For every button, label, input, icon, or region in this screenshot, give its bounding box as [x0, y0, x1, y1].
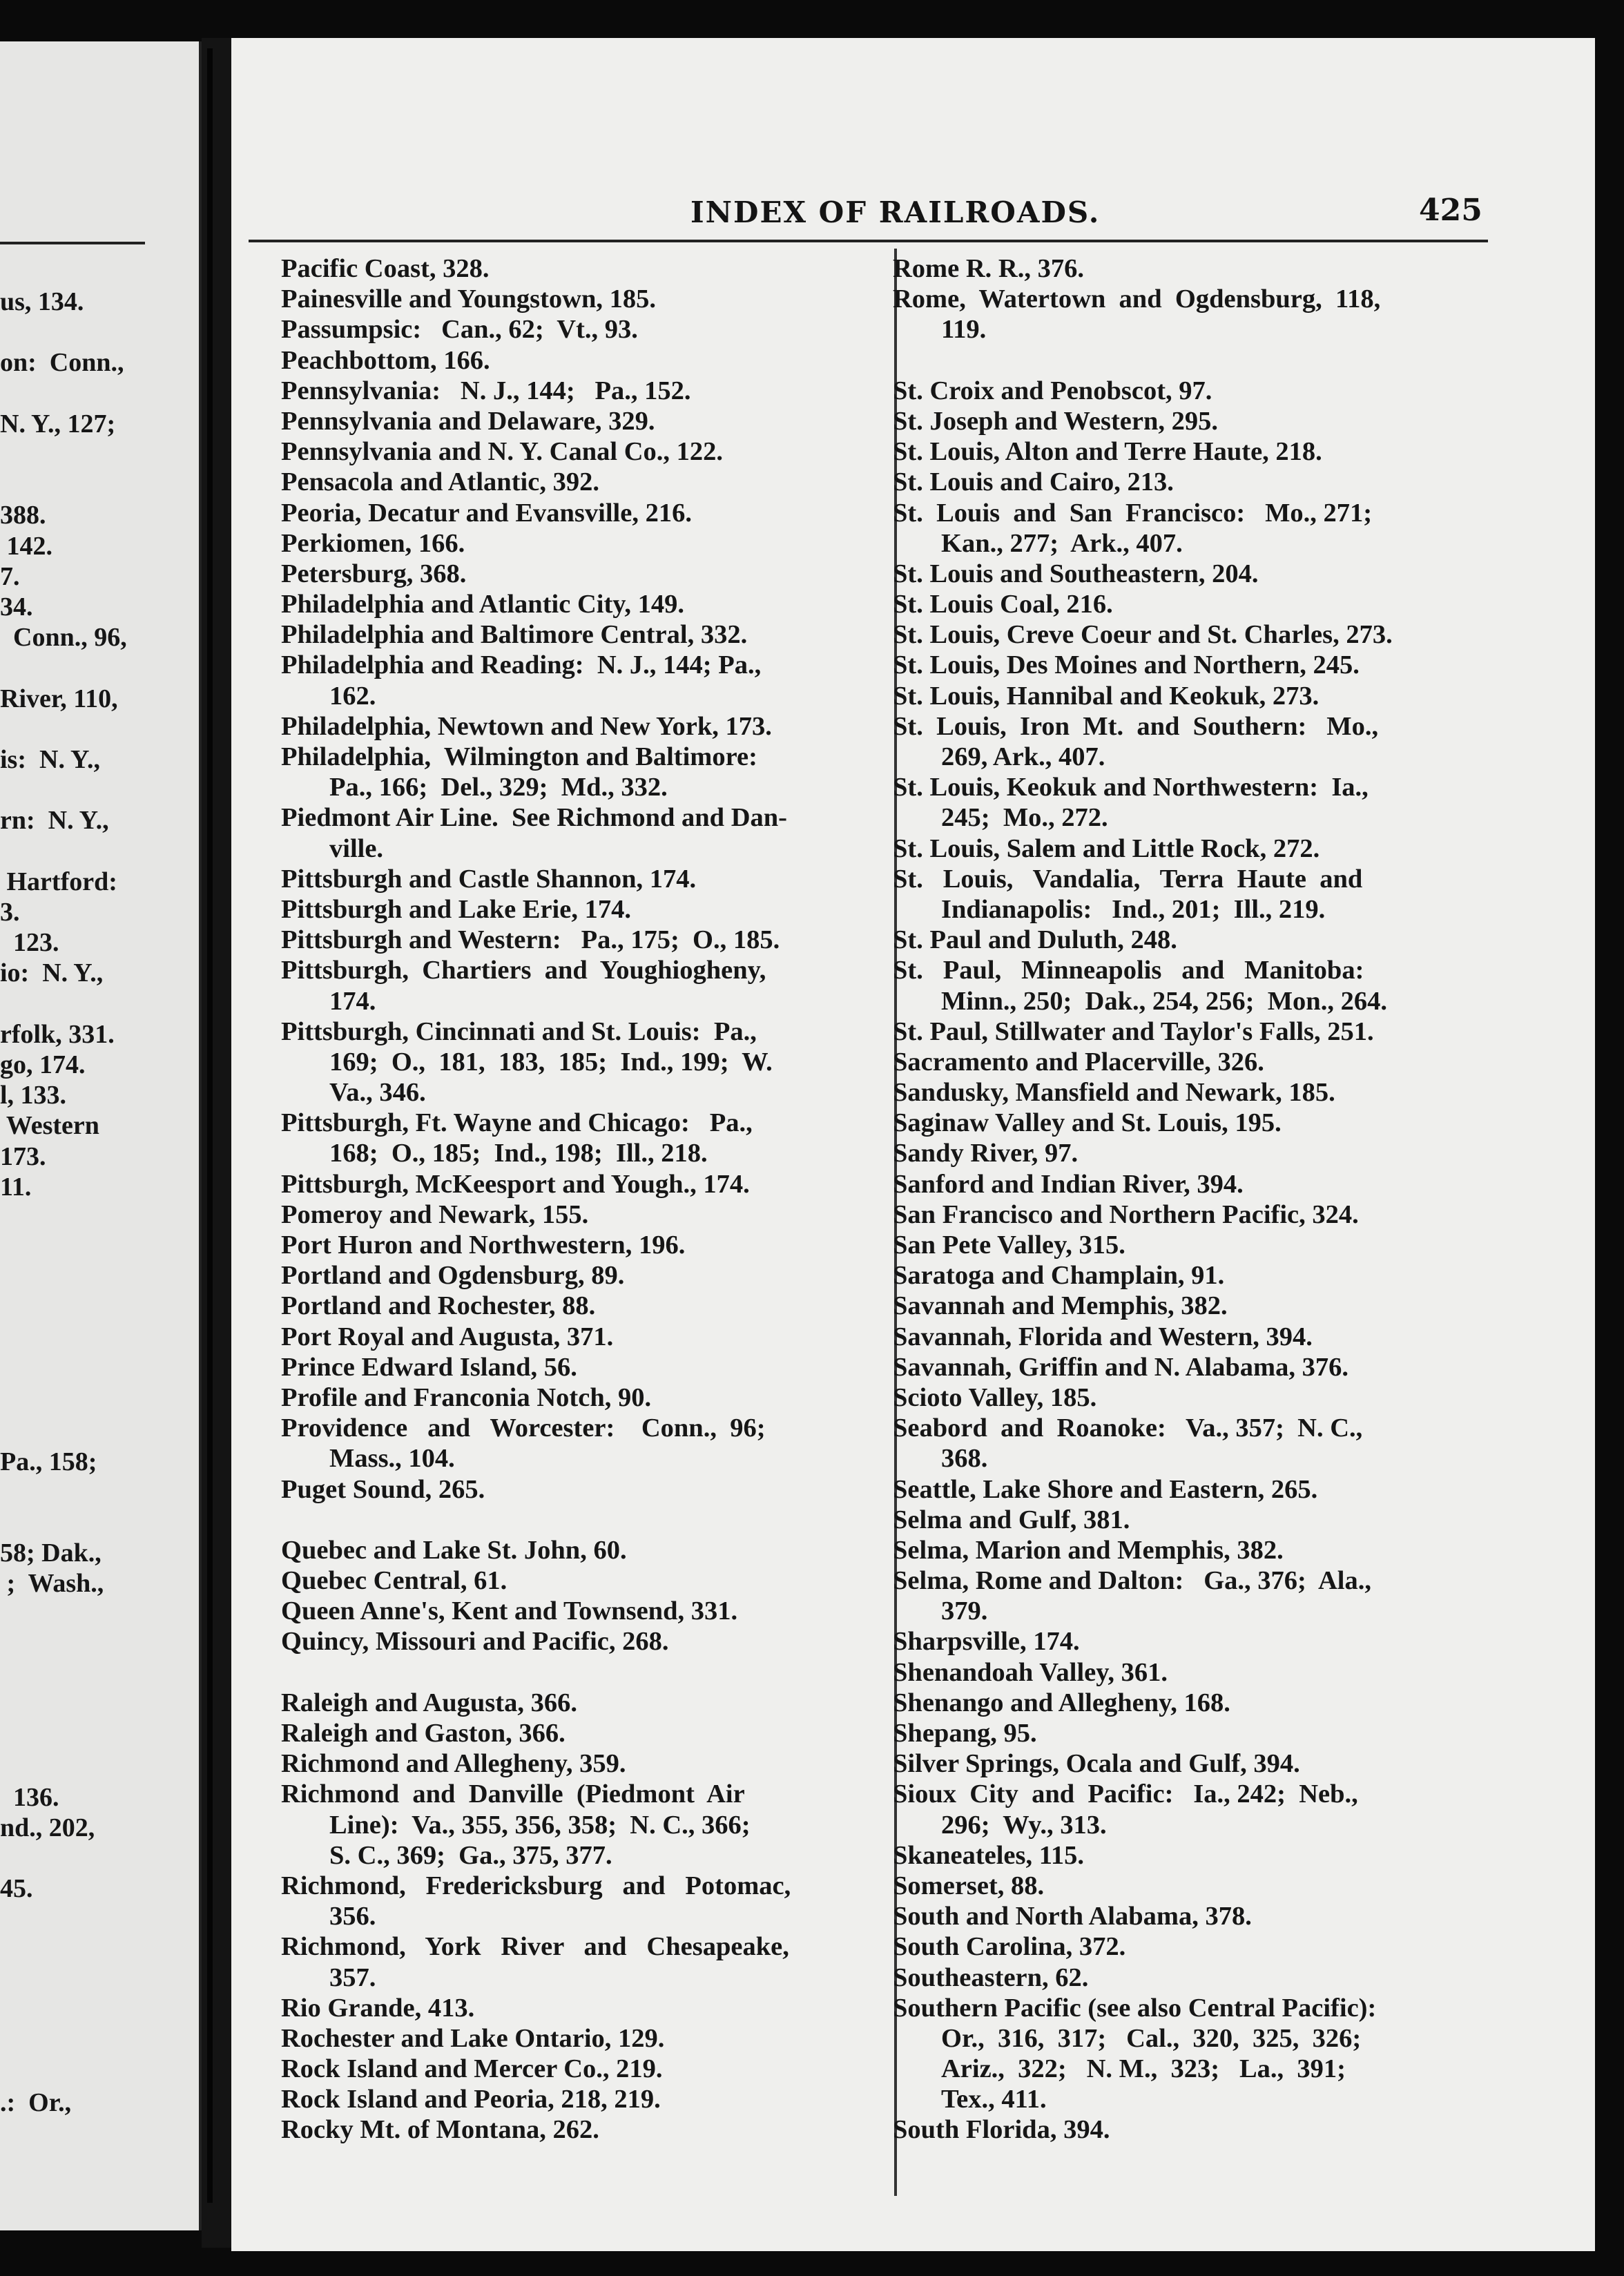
- index-entry: Pittsburgh and Western: Pa., 175; O., 185.: [281, 925, 780, 955]
- index-entry: Pennsylvania and Delaware, 329.: [281, 406, 655, 436]
- index-entry: Rome R. R., 376.: [893, 254, 1084, 283]
- facing-page-rule: [0, 242, 145, 244]
- index-entry-continuation: Pa., 166; Del., 329; Md., 332.: [329, 773, 668, 802]
- index-entry: Sandy River, 97.: [893, 1139, 1079, 1168]
- index-entry-continuation: 174.: [329, 986, 376, 1016]
- index-entry-continuation: Minn., 250; Dak., 254, 256; Mon., 264.: [941, 986, 1387, 1016]
- page-title: INDEX OF RAILROADS.: [690, 195, 1101, 229]
- facing-page-line: Western: [0, 1111, 99, 1141]
- index-entry: Pittsburgh, Chartiers and Youghiogheny,: [281, 956, 766, 985]
- index-entry-continuation: Kan., 277; Ark., 407.: [941, 528, 1183, 558]
- index-entry-continuation: Indianapolis: Ind., 201; Ill., 219.: [941, 894, 1326, 924]
- index-entry: St. Paul, Minneapolis and Manitoba:: [893, 956, 1364, 985]
- facing-page-line: ; Wash.,: [0, 1569, 104, 1599]
- index-entry: Pensacola and Atlantic, 392.: [281, 467, 599, 497]
- facing-page-line: 3.: [0, 898, 20, 927]
- index-entry: Selma and Gulf, 381.: [893, 1505, 1130, 1534]
- index-entry-continuation: Or., 316, 317; Cal., 320, 325, 326;: [941, 2023, 1362, 2053]
- index-entry: Puget Sound, 265.: [281, 1474, 485, 1504]
- index-entry: Sioux City and Pacific: Ia., 242; Neb.,: [893, 1780, 1358, 1809]
- facing-page-line: 7.: [0, 561, 20, 591]
- index-entry: Savannah, Florida and Western, 394.: [893, 1322, 1313, 1351]
- index-entry: St. Louis, Keokuk and Northwestern: Ia.,: [893, 773, 1369, 802]
- index-entry: Perkiomen, 166.: [281, 528, 465, 558]
- index-entry: Rio Grande, 413.: [281, 1993, 475, 2023]
- index-entry: Richmond and Danville (Piedmont Air: [281, 1780, 745, 1809]
- index-entry-continuation: 119.: [941, 315, 987, 345]
- index-entry: Pittsburgh, Ft. Wayne and Chicago: Pa.,: [281, 1108, 753, 1138]
- section-gap: [893, 345, 1487, 376]
- index-entry: Seabord and Roanoke: Va., 357; N. C.,: [893, 1414, 1363, 1443]
- index-entry-continuation: 269, Ark., 407.: [941, 742, 1105, 771]
- index-entry-continuation: 169; O., 181, 183, 185; Ind., 199; W.: [329, 1047, 773, 1077]
- index-entry-continuation: 162.: [329, 681, 376, 711]
- index-entry: St. Louis and Cairo, 213.: [893, 467, 1174, 497]
- index-entry: Raleigh and Augusta, 366.: [281, 1688, 577, 1717]
- index-entry-continuation: ville.: [329, 833, 384, 863]
- index-entry-continuation: 357.: [329, 1962, 376, 1992]
- index-entry: Selma, Marion and Memphis, 382.: [893, 1535, 1284, 1565]
- facing-page-line: rfolk, 331.: [0, 1019, 115, 1049]
- index-entry-continuation: Line): Va., 355, 356, 358; N. C., 366;: [329, 1810, 751, 1840]
- facing-page-line: us, 134.: [0, 287, 84, 316]
- page-number: 425: [1419, 193, 1482, 228]
- index-entry: South Carolina, 372.: [893, 1932, 1126, 1962]
- index-entry: Quebec Central, 61.: [281, 1566, 508, 1596]
- index-entry-continuation: 368.: [941, 1444, 988, 1474]
- index-entry: Rock Island and Peoria, 218, 219.: [281, 2085, 661, 2114]
- index-entry: St. Louis, Hannibal and Keokuk, 273.: [893, 681, 1320, 711]
- index-entry: Raleigh and Gaston, 366.: [281, 1719, 566, 1748]
- index-entry: St. Paul and Duluth, 248.: [893, 925, 1177, 955]
- facing-page-line: 11.: [0, 1172, 32, 1202]
- index-entry: Rome, Watertown and Ogdensburg, 118,: [893, 284, 1381, 314]
- index-entry: Savannah, Griffin and N. Alabama, 376.: [893, 1352, 1348, 1382]
- index-entry-continuation: S. C., 369; Ga., 375, 377.: [329, 1840, 612, 1870]
- index-entry: Philadelphia, Wilmington and Baltimore:: [281, 742, 757, 771]
- index-entry: Painesville and Youngstown, 185.: [281, 284, 657, 314]
- index-entry: Pennsylvania and N. Y. Canal Co., 122.: [281, 437, 724, 467]
- index-entry: Shenandoah Valley, 361.: [893, 1657, 1168, 1687]
- index-entry: Prince Edward Island, 56.: [281, 1352, 577, 1382]
- facing-page-line: io: N. Y.,: [0, 958, 104, 988]
- facing-page-line: 45.: [0, 1874, 33, 1904]
- index-column-left: [281, 253, 880, 2145]
- running-header: [231, 195, 1595, 251]
- index-entry: Pittsburgh, McKeesport and Yough., 174.: [281, 1169, 750, 1199]
- facing-page-line: .: Or.,: [0, 2087, 72, 2117]
- facing-page-line: is: N. Y.,: [0, 745, 100, 774]
- section-gap: [281, 1657, 880, 1688]
- index-entry: Philadelphia, Newtown and New York, 173.: [281, 711, 772, 741]
- index-column-right: [893, 253, 1487, 2145]
- index-entry: Southern Pacific (see also Central Pacific):: [893, 1993, 1377, 2023]
- index-entry: Sandusky, Mansfield and Newark, 185.: [893, 1078, 1335, 1108]
- index-entry: Pittsburgh, Cincinnati and St. Louis: Pa.,: [281, 1016, 757, 1046]
- index-entry: Rochester and Lake Ontario, 129.: [281, 2023, 665, 2053]
- index-entry-continuation: Va., 346.: [329, 1078, 426, 1108]
- facing-page-line: 34.: [0, 592, 33, 621]
- index-entry: San Francisco and Northern Pacific, 324.: [893, 1199, 1359, 1229]
- header-rule: [249, 240, 1488, 242]
- index-page: [231, 38, 1595, 2251]
- facing-page-line: Hartford:: [0, 867, 117, 896]
- index-entry: Portland and Rochester, 88.: [281, 1291, 596, 1321]
- index-entry-continuation: 379.: [941, 1597, 988, 1626]
- index-entry: St. Croix and Penobscot, 97.: [893, 376, 1212, 405]
- facing-page-line: Pa., 158;: [0, 1447, 97, 1476]
- index-entry-continuation: Tex., 411.: [941, 2085, 1047, 2114]
- index-entry: St. Paul, Stillwater and Taylor's Falls, 251.: [893, 1016, 1374, 1046]
- index-entry: Piedmont Air Line. See Richmond and Dan-: [281, 803, 788, 833]
- index-entry: St. Louis and San Francisco: Mo., 271;: [893, 498, 1373, 528]
- index-entry: St. Louis, Iron Mt. and Southern: Mo.,: [893, 711, 1379, 741]
- index-entry: Somerset, 88.: [893, 1871, 1045, 1900]
- gutter-shadow: [207, 48, 213, 2203]
- index-entry: Savannah and Memphis, 382.: [893, 1291, 1228, 1321]
- index-entry: Seattle, Lake Shore and Eastern, 265.: [893, 1474, 1318, 1504]
- facing-page-line: on: Conn.,: [0, 348, 124, 378]
- facing-page-line: Conn., 96,: [0, 623, 127, 653]
- facing-page-line: River, 110,: [0, 684, 118, 713]
- index-entry-continuation: Mass., 104.: [329, 1444, 455, 1474]
- index-entry: Port Huron and Northwestern, 196.: [281, 1231, 686, 1260]
- index-entry: St. Louis, Salem and Little Rock, 272.: [893, 833, 1320, 863]
- index-entry: Philadelphia and Atlantic City, 149.: [281, 590, 685, 619]
- index-entry: San Pete Valley, 315.: [893, 1231, 1125, 1260]
- index-entry: Rock Island and Mercer Co., 219.: [281, 2054, 663, 2084]
- index-entry: Saginaw Valley and St. Louis, 195.: [893, 1108, 1282, 1138]
- index-entry: Queen Anne's, Kent and Townsend, 331.: [281, 1597, 738, 1626]
- index-entry: St. Joseph and Western, 295.: [893, 406, 1218, 436]
- index-entry: Quebec and Lake St. John, 60.: [281, 1535, 627, 1565]
- index-entry: Peachbottom, 166.: [281, 345, 490, 375]
- facing-page-line: 123.: [0, 928, 59, 958]
- index-entry: Sharpsville, 174.: [893, 1627, 1080, 1657]
- index-entry: Saratoga and Champlain, 91.: [893, 1261, 1225, 1291]
- section-gap: [281, 1505, 880, 1535]
- index-entry: Philadelphia and Baltimore Central, 332.: [281, 620, 748, 650]
- index-entry: South and North Alabama, 378.: [893, 1902, 1252, 1931]
- facing-page-line: 136.: [0, 1782, 59, 1812]
- index-entry: Sacramento and Placerville, 326.: [893, 1047, 1264, 1077]
- facing-page-line: nd., 202,: [0, 1813, 95, 1842]
- index-entry: Pittsburgh and Castle Shannon, 174.: [281, 864, 697, 894]
- index-entry: Petersburg, 368.: [281, 559, 467, 588]
- index-entry: Scioto Valley, 185.: [893, 1382, 1097, 1412]
- index-entry: Portland and Ogdensburg, 89.: [281, 1261, 625, 1291]
- index-entry: St. Louis, Des Moines and Northern, 245.: [893, 650, 1360, 680]
- index-entry: Richmond, York River and Chesapeake,: [281, 1932, 789, 1962]
- index-entry: Port Royal and Augusta, 371.: [281, 1322, 614, 1351]
- index-entry: Skaneateles, 115.: [893, 1840, 1085, 1870]
- index-entry: Philadelphia and Reading: N. J., 144; Pa.,: [281, 650, 762, 680]
- index-entry-continuation: 245; Mo., 272.: [941, 803, 1108, 833]
- index-entry: Pomeroy and Newark, 155.: [281, 1199, 589, 1229]
- index-entry: Profile and Franconia Notch, 90.: [281, 1382, 652, 1412]
- index-entry: Pacific Coast, 328.: [281, 254, 490, 283]
- index-entry: Peoria, Decatur and Evansville, 216.: [281, 498, 692, 528]
- index-entry-continuation: 296; Wy., 313.: [941, 1810, 1107, 1840]
- facing-page-line: go, 174.: [0, 1050, 86, 1079]
- index-entry: Silver Springs, Ocala and Gulf, 394.: [893, 1749, 1300, 1779]
- index-entry: St. Louis, Alton and Terre Haute, 218.: [893, 437, 1322, 467]
- index-entry: St. Louis, Creve Coeur and St. Charles, 273.: [893, 620, 1393, 650]
- facing-page-line: 173.: [0, 1141, 46, 1171]
- index-entry: Richmond, Fredericksburg and Potomac,: [281, 1871, 791, 1900]
- facing-page-line: 388.: [0, 501, 46, 530]
- index-entry: St. Louis Coal, 216.: [893, 590, 1113, 619]
- index-entry-continuation: Ariz., 322; N. M., 323; La., 391;: [941, 2054, 1346, 2084]
- index-entry-continuation: 168; O., 185; Ind., 198; Ill., 218.: [329, 1139, 708, 1168]
- facing-page-line: 142.: [0, 531, 52, 561]
- index-entry: South Florida, 394.: [893, 2115, 1110, 2145]
- index-entry: Pittsburgh and Lake Erie, 174.: [281, 894, 631, 924]
- facing-page-line: 58; Dak.,: [0, 1539, 102, 1568]
- index-entry: Rocky Mt. of Montana, 262.: [281, 2115, 599, 2145]
- index-entry: St. Louis and Southeastern, 204.: [893, 559, 1259, 588]
- index-entry: Providence and Worcester: Conn., 96;: [281, 1414, 766, 1443]
- index-entry-continuation: 356.: [329, 1902, 376, 1931]
- index-entry: Sanford and Indian River, 394.: [893, 1169, 1244, 1199]
- facing-page-line: N. Y., 127;: [0, 409, 116, 438]
- facing-page-line: l, 133.: [0, 1081, 67, 1110]
- facing-page-fragment: [0, 41, 202, 2230]
- index-entry: St. Louis, Vandalia, Terra Haute and: [893, 864, 1363, 894]
- index-entry: Pennsylvania: N. J., 144; Pa., 152.: [281, 376, 691, 405]
- index-entry: Southeastern, 62.: [893, 1962, 1089, 1992]
- index-entry: Passumpsic: Can., 62; Vt., 93.: [281, 315, 638, 345]
- index-entry: Quincy, Missouri and Pacific, 268.: [281, 1627, 669, 1657]
- facing-page-line: rn: N. Y.,: [0, 806, 109, 836]
- index-entry: Selma, Rome and Dalton: Ga., 376; Ala.,: [893, 1566, 1371, 1596]
- index-entry: Shenango and Allegheny, 168.: [893, 1688, 1230, 1717]
- index-entry: Richmond and Allegheny, 359.: [281, 1749, 626, 1779]
- index-entry: Shepang, 95.: [893, 1719, 1037, 1748]
